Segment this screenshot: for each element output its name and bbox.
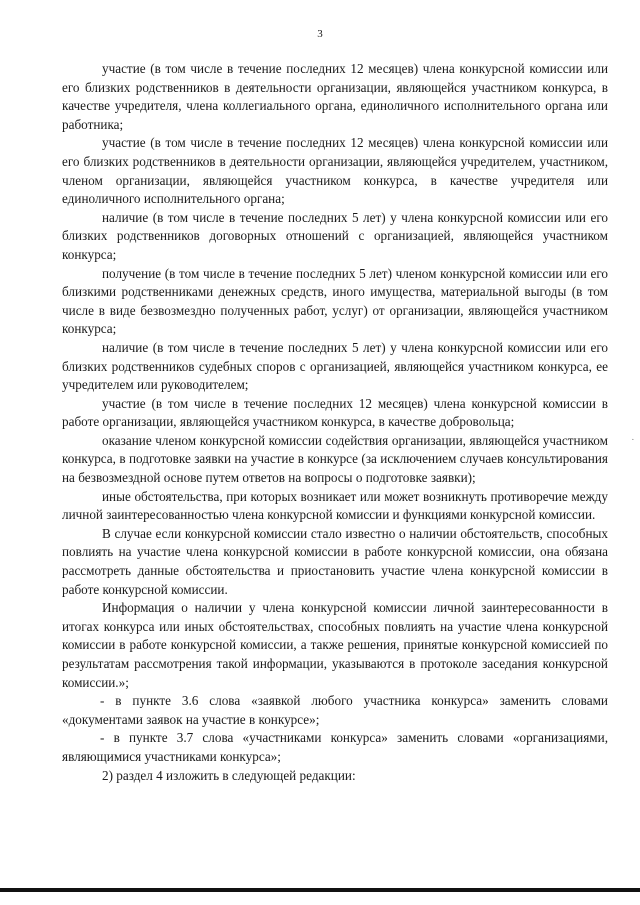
document-body <box>62 60 608 785</box>
paragraph: В случае если конкурсной комиссии стало известно о наличии обстоятельств, способных повлиять на участие члена конкурсной комиссии в работе конкурсной комиссии, она обязана рассмотреть данные обстоятельства и приостановить участие члена конкурсной комиссии в работе конкурсной комиссии. <box>62 525 608 597</box>
page-number: 3 <box>317 28 323 40</box>
paragraph: участие (в том числе в течение последних 12 месяцев) члена конкурсной комиссии или его близких родственников в деятельности организации, являющейся учредителем, участником, членом организации, являющейся участником конкурса, в качестве учредителя или единоличного исполнительного органа; <box>62 135 608 207</box>
paragraph: получение (в том числе в течение последних 5 лет) членом конкурсной комиссии или его близкими родственниками денежных средств, иного имущества, материальной выгоды (в том числе в виде безвозмездно полученных работ, услуг) от организации, являющейся участником конкурса; <box>62 265 608 337</box>
paragraph: наличие (в том числе в течение последних 5 лет) у члена конкурсной комиссии или его близких родственников судебных споров с организацией, являющейся участником конкурса, ее учредителем или руководителем; <box>62 339 608 393</box>
paragraph: - в пункте 3.7 слова «участниками конкурса» заменить словами «организациями, являющимися участниками конкурса»; <box>62 730 608 764</box>
margin-mark: . <box>631 432 634 442</box>
paragraph: участие (в том числе в течение последних 12 месяцев) члена конкурсной комиссии в работе организации, являющейся участником конкурса, в качестве добровольца; <box>62 395 608 430</box>
paragraph: иные обстоятельства, при которых возникает или может возникнуть противоречие между личной заинтересованностью члена конкурсной комиссии и функциями конкурсной комиссии. <box>62 488 608 523</box>
paragraph: 2) раздел 4 изложить в следующей редакции: <box>102 767 356 783</box>
bottom-rule <box>0 888 640 892</box>
paragraph: Информация о наличии у члена конкурсной комиссии личной заинтересованности в итогах конкурса или иных обстоятельствах, способных повлиять на участие члена конкурсной комиссии в работе конкурсной комиссии, а также решения, принятые конкурсной комиссией по результатам рассмотрения такой информации, указываются в протоколе заседания конкурсной комиссии.»; <box>62 600 608 690</box>
paragraph: наличие (в том числе в течение последних 5 лет) у члена конкурсной комиссии или его близких родственников договорных отношений с организацией, являющейся участником конкурса; <box>62 209 608 262</box>
paragraph: участие (в том числе в течение последних 12 месяцев) члена конкурсной комиссии или его близких родственников в деятельности организации, являющейся участником конкурса, в качестве учредителя, члена коллегиального органа, единоличного исполнительного органа или работника; <box>62 61 608 132</box>
paragraph: оказание членом конкурсной комиссии содействия организации, являющейся участником конкурса, в подготовке заявки на участие в конкурсе (за исключением случаев консультирования на безвозмездной основе путем ответов на вопросы о подготовке заявки); <box>62 432 608 486</box>
paragraph: - в пункте 3.6 слова «заявкой любого участника конкурса» заменить словами «документами заявок на участие в конкурсе»; <box>62 693 608 727</box>
